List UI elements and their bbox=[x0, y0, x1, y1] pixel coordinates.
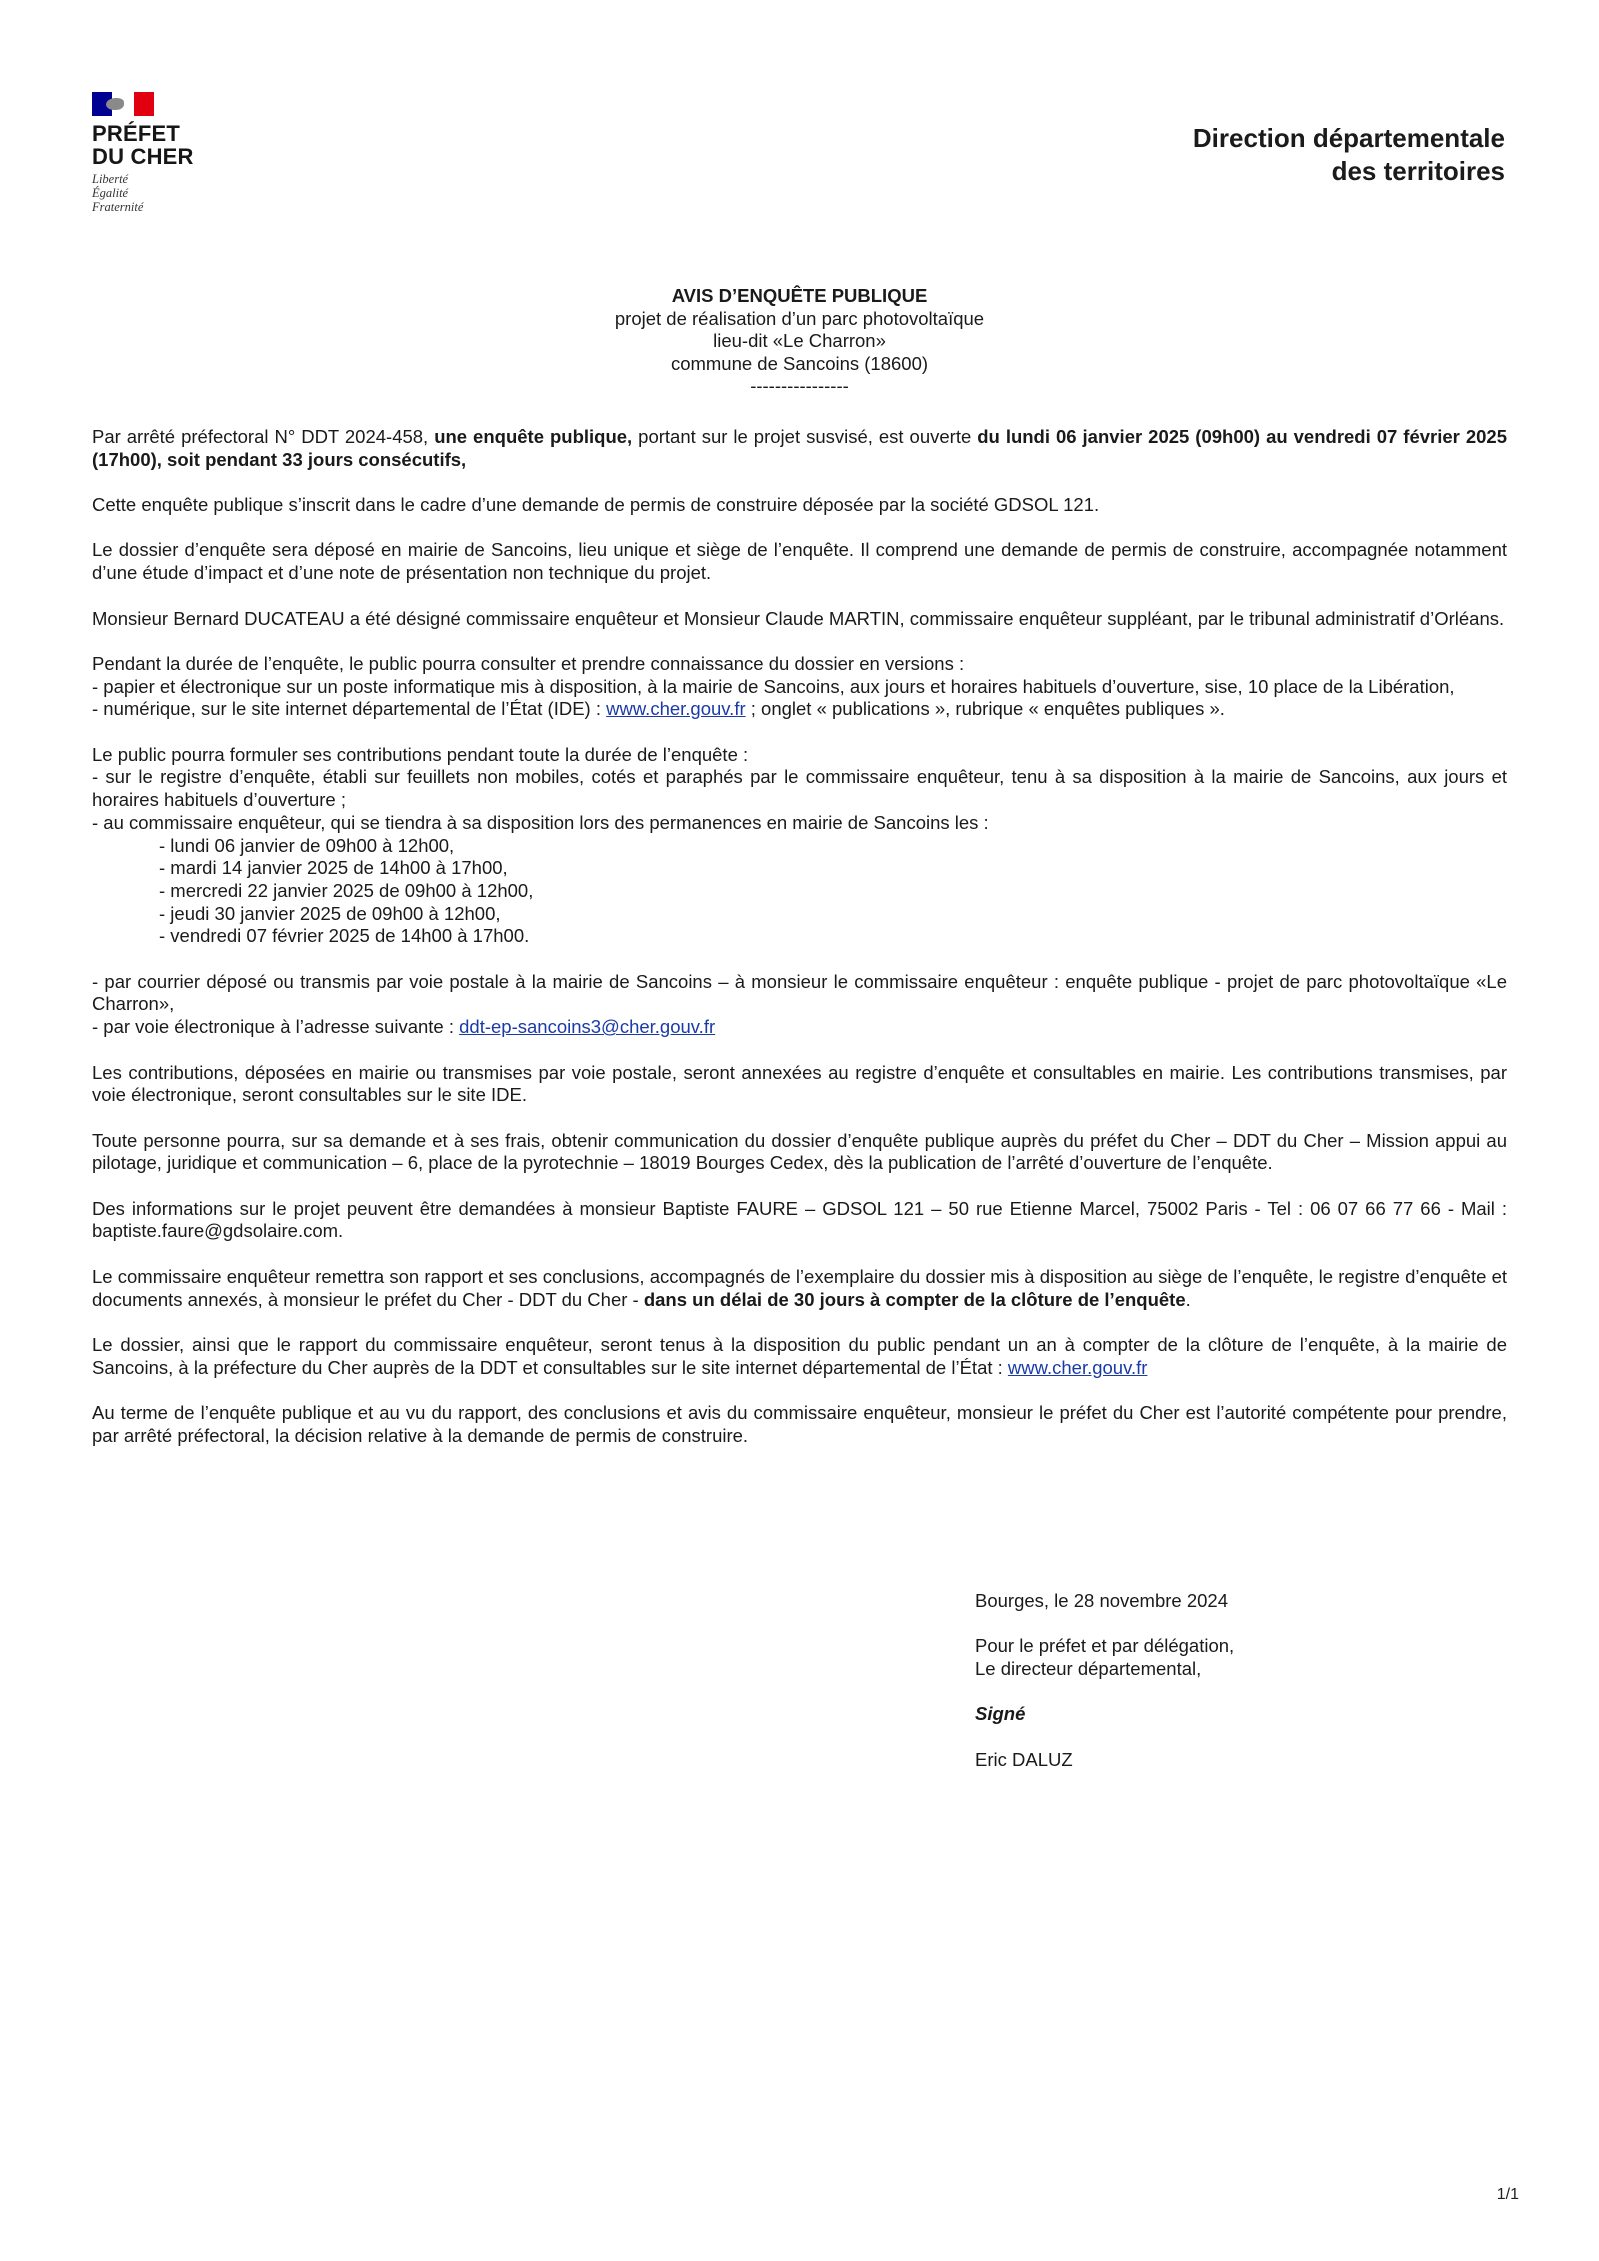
availability-text: Le dossier, ainsi que le rapport du commissaire enquêteur, seront tenus à la disposition du public pendant un an à compter de la clôture de l’enquête, à la mairie de Sancoins, à la préfecture du Cher auprès de la DDT et consultables sur le site internet départemental de l’État : bbox=[92, 1333, 1507, 1378]
contributions-item-commissioner: - au commissaire enquêteur, qui se tiendra à sa disposition lors des permanences en mairie de Sancoins les : bbox=[92, 811, 989, 833]
contributions-intro: Le public pourra formuler ses contributions pendant toute la durée de l’enquête : bbox=[92, 743, 749, 765]
permanence-item: - mercredi 22 janvier 2025 de 09h00 à 12h00, bbox=[159, 879, 534, 901]
paragraph-report bbox=[92, 1266, 1507, 1311]
delegation-line2: Le directeur départemental, bbox=[975, 1658, 1202, 1680]
paragraph-decree bbox=[92, 426, 1507, 471]
report-deadline-bold: dans un délai de 30 jours à compter de la clôture de l’enquête bbox=[643, 1288, 1186, 1310]
issuing-department bbox=[1193, 122, 1505, 188]
paragraph-context: Cette enquête publique s’inscrit dans le cadre d’une demande de permis de construire déposée par la société GDSOL 121. bbox=[92, 494, 1100, 516]
consultation-intro: Pendant la durée de l’enquête, le public pourra consulter et prendre connaissance du dossier en versions : bbox=[92, 652, 965, 674]
motto-egalite: Égalité bbox=[92, 186, 129, 200]
prefet-logo bbox=[92, 92, 232, 214]
signed-mention: Signé bbox=[975, 1703, 1026, 1725]
p1-text-2: portant sur le projet susvisé, est ouverte bbox=[632, 426, 978, 447]
p1-bold-dates: du lundi 06 janvier 2025 (09h00) au vendredi 07 février 2025 (17h00), soit pendant 33 jours consécutifs, bbox=[92, 426, 1507, 470]
permanence-item: - vendredi 07 février 2025 de 14h00 à 17h00. bbox=[159, 925, 530, 947]
delegation bbox=[975, 1635, 1475, 1680]
notice-body bbox=[92, 426, 1507, 1470]
paragraph-decision: Au terme de l’enquête publique et au vu du rapport, des conclusions et avis du commissaire enquêteur, monsieur le préfet du Cher est l’autorité compétente pour prendre, par arrêté préfectoral, la décision relative à la demande de permis de construire. bbox=[92, 1402, 1507, 1446]
notice-title: AVIS D’ENQUÊTE PUBLIQUE bbox=[671, 285, 928, 306]
paragraph-communication: Toute personne pourra, sur sa demande et à ses frais, obtenir communication du dossier d’enquête publique auprès du préfet du Cher – DDT du Cher – Mission appui au pilotage, juridique et communication – 6, place de la pyrotechnie – 18019 Bourges Cedex, dès la publication de l’arrêté d’ouverture de l’enquête. bbox=[92, 1129, 1507, 1174]
logo-motto bbox=[92, 172, 232, 214]
cher-gouv-link-2[interactable]: www.cher.gouv.fr bbox=[1007, 1356, 1148, 1378]
direction-line1: Direction départementale bbox=[1192, 123, 1505, 153]
signatory-name: Eric DALUZ bbox=[975, 1748, 1073, 1770]
paragraph-contributions bbox=[92, 744, 1507, 948]
motto-liberte: Liberté bbox=[92, 172, 129, 186]
contributions-item-register: - sur le registre d’enquête, établi sur feuillets non mobiles, cotés et paraphés par le commissaire enquêteur, tenu à sa disposition à la mairie de Sancoins, aux jours et horaires habituels d’ouverture ; bbox=[92, 766, 1507, 811]
permanence-item: - lundi 06 janvier de 09h00 à 12h00, bbox=[159, 834, 455, 856]
motto-fraternite: Fraternité bbox=[92, 200, 144, 214]
place-date: Bourges, le 28 novembre 2024 bbox=[975, 1590, 1229, 1611]
contributions-item-email bbox=[92, 1016, 1507, 1039]
report-text-end: . bbox=[1185, 1288, 1191, 1310]
notice-title-block bbox=[0, 285, 1599, 398]
paragraph-commissioner: Monsieur Bernard DUCATEAU a été désigné commissaire enquêteur et Monsieur Claude MARTIN, commissaire enquêteur suppléant, par le tribunal administratif d’Orléans. bbox=[92, 607, 1505, 629]
consultation-item-paper: - papier et électronique sur un poste informatique mis à disposition, à la mairie de Sancoins, aux jours et horaires habituels d’ouverture, sise, 10 place de la Libération, bbox=[92, 675, 1455, 697]
permanence-item: - mardi 14 janvier 2025 de 14h00 à 17h00, bbox=[159, 857, 508, 879]
paragraph-information: Des informations sur le projet peuvent être demandées à monsieur Baptiste FAURE – GDSOL 121 – 50 rue Etienne Marcel, 75002 Paris - Tel : 06 07 66 77 66 - Mail : baptiste.faure@gdsolaire.com. bbox=[92, 1197, 1507, 1242]
email-text: - par voie électronique à l’adresse suivante : bbox=[92, 1016, 460, 1038]
paragraph-dossier: Le dossier d’enquête sera déposé en mairie de Sancoins, lieu unique et siège de l’enquête. Il comprend une demande de permis de construire, accompagnée notamment d’une étude d’impact et d’une note de présentation non technique du projet. bbox=[92, 539, 1507, 584]
report-text: Le commissaire enquêteur remettra son rapport et ses conclusions, accompagnés de l’exemplaire du dossier mis à disposition au siège de l’enquête, le registre d’enquête et documents annexés, à monsieur le préfet du Cher - DDT du Cher - bbox=[92, 1265, 1507, 1310]
inquiry-email-link[interactable]: ddt-ep-sancoins3@cher.gouv.fr bbox=[459, 1016, 716, 1038]
p1-text: Par arrêté préfectoral N° DDT 2024-458, bbox=[92, 426, 435, 447]
permanence-item: - jeudi 30 janvier 2025 de 09h00 à 12h00, bbox=[159, 902, 501, 924]
contributions-item-post: - par courrier déposé ou transmis par voie postale à la mairie de Sancoins – à monsieur le commissaire enquêteur : enquête publique - projet de parc photovoltaïque «Le Charron», bbox=[92, 970, 1507, 1015]
page-number: 1/1 bbox=[1496, 2186, 1519, 2203]
consultation-item-digital bbox=[92, 698, 1507, 721]
digital-text: - numérique, sur le site internet départemental de l’État (IDE) : bbox=[92, 698, 607, 720]
paragraph-availability bbox=[92, 1334, 1507, 1379]
paragraph-consultation bbox=[92, 653, 1507, 721]
notice-subtitle-locality: lieu-dit «Le Charron» bbox=[713, 330, 886, 351]
direction-line2: des territoires bbox=[1331, 156, 1505, 186]
marianne-flag-icon bbox=[92, 92, 154, 116]
p1-bold-inquiry: une enquête publique, bbox=[434, 426, 633, 447]
paragraph-contributions-mail bbox=[92, 971, 1507, 1039]
signature-block bbox=[975, 1590, 1475, 1794]
notice-subtitle-commune: commune de Sancoins (18600) bbox=[670, 352, 929, 374]
paragraph-annexed: Les contributions, déposées en mairie ou transmises par voie postale, seront annexées au registre d’enquête et consultables en mairie. Les contributions transmises, par voie électronique, seront consultables sur le site IDE. bbox=[92, 1061, 1507, 1106]
delegation-line1: Pour le préfet et par délégation, bbox=[975, 1635, 1235, 1657]
logo-name-line1: PRÉFET bbox=[92, 121, 180, 146]
cher-gouv-link[interactable]: www.cher.gouv.fr bbox=[606, 698, 746, 720]
title-separator: ---------------- bbox=[750, 375, 849, 396]
logo-name-line2: DU CHER bbox=[92, 144, 194, 169]
digital-text-2: ; onglet « publications », rubrique « enquêtes publiques ». bbox=[745, 698, 1225, 720]
notice-subtitle-project: projet de réalisation d’un parc photovoltaïque bbox=[614, 307, 985, 329]
